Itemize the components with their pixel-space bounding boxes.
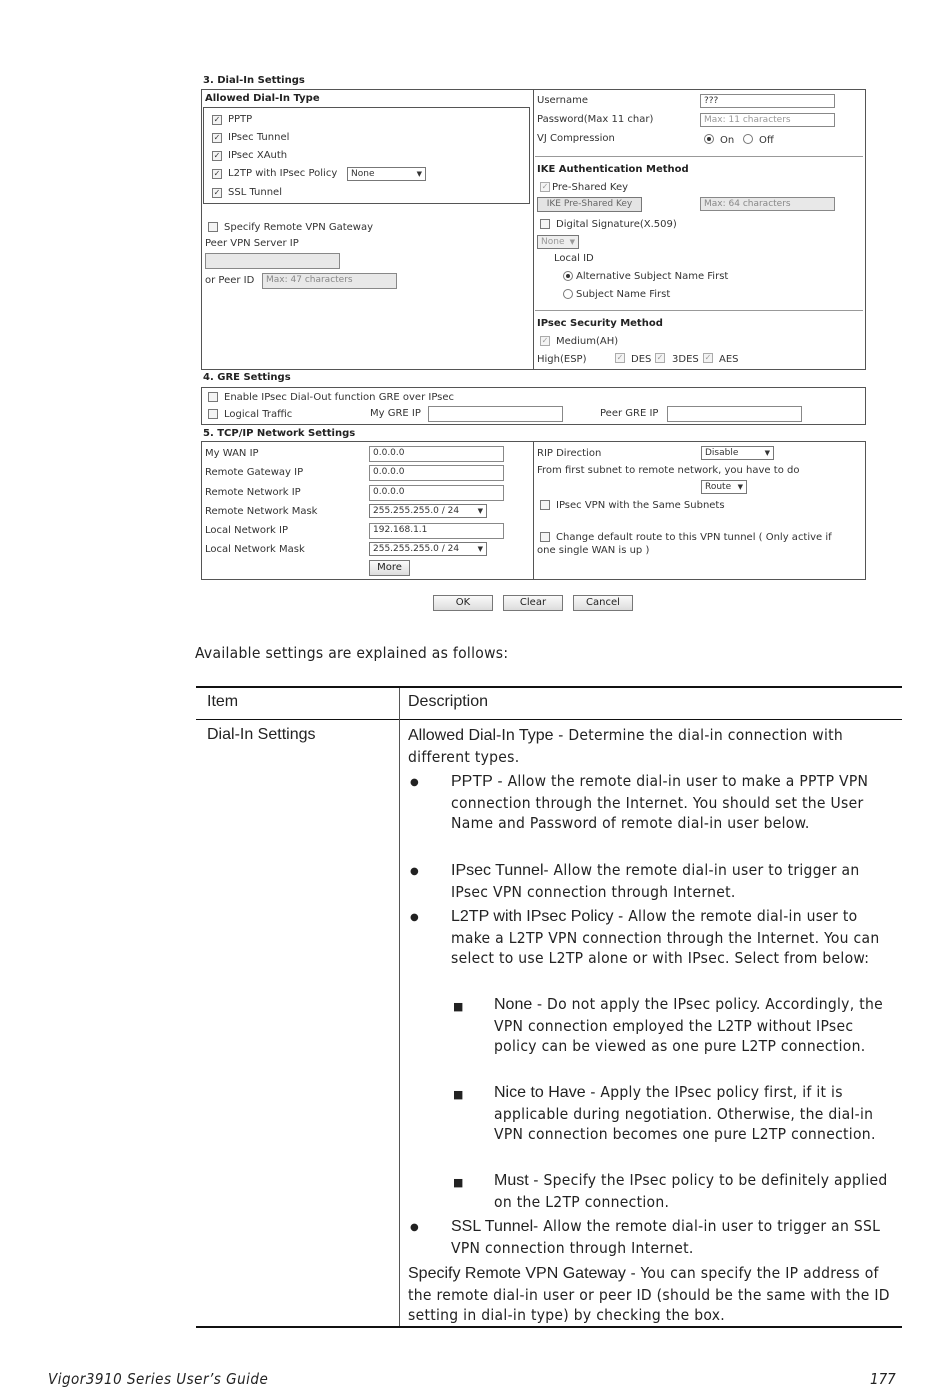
desc-allowed-type-text: - Determine the dial-in connection with different types.	[408, 726, 844, 766]
peer-server-ip-label: Peer VPN Server IP	[205, 238, 299, 249]
desc-specify-gateway-text: - You can specify the IP address of the remote dial-in user or peer ID (should be the same with the ID setting in dial-in type) by checking the box.	[408, 1264, 890, 1324]
3des-checkbox[interactable]: ✓	[656, 353, 664, 362]
medium-ah-checkbox[interactable]: ✓	[541, 336, 549, 345]
remote-mask-value: 255.255.255.0 / 24	[373, 506, 460, 516]
rip-direction-value: Disable	[705, 448, 739, 458]
bullet-icon: ●	[410, 1222, 419, 1233]
subject-first-label: Subject Name First	[576, 289, 671, 300]
desc-pptp	[451, 771, 891, 834]
peer-id-input[interactable]: Max: 47 characters	[262, 273, 397, 289]
signature-select-value: None	[541, 237, 565, 247]
pptp-label: PPTP	[228, 114, 253, 125]
square-bullet-icon: ■	[453, 1176, 464, 1189]
change-route-label-cont: one single WAN is up )	[537, 545, 650, 556]
desc-ssl-tunnel	[451, 1216, 896, 1258]
table-column-divider	[399, 688, 400, 1327]
des-checkbox[interactable]: ✓	[616, 353, 624, 362]
table-head-item: Item	[207, 693, 239, 710]
change-route-label: Change default route to this VPN tunnel ( Only active if	[556, 532, 832, 543]
ipsec-tunnel-label: IPsec Tunnel	[228, 132, 290, 143]
tcpip-section-title: 5. TCP/IP Network Settings	[203, 428, 356, 439]
dial-in-section-title: 3. Dial-In Settings	[203, 75, 305, 86]
remote-network-label: Remote Network IP	[205, 487, 301, 498]
ike-key-input[interactable]: Max: 64 characters	[700, 197, 835, 211]
term-l2tp: L2TP with IPsec Policy	[451, 908, 614, 925]
l2tp-checkbox[interactable]: ✓	[213, 169, 221, 178]
pre-shared-label: Pre-Shared Key	[552, 182, 629, 193]
desc-l2tp-text: - Allow the remote dial-in user to make a L2TP VPN connection through the Internet. You can select to use L2TP alone or with IPsec. Select from below:	[451, 907, 880, 967]
vj-compression-label: VJ Compression	[537, 133, 615, 144]
cancel-button[interactable]: Cancel	[573, 595, 633, 611]
peer-gre-ip-input[interactable]	[667, 406, 802, 422]
ike-key-button[interactable]: IKE Pre-Shared Key	[537, 197, 642, 212]
term-specify-gateway: Specify Remote VPN Gateway	[408, 1265, 626, 1282]
logical-traffic-checkbox[interactable]	[208, 409, 218, 419]
from-subnet-label: From first subnet to remote network, you have to do	[537, 465, 800, 476]
peer-id-label: or Peer ID	[205, 275, 255, 286]
password-label: Password(Max 11 char)	[537, 114, 654, 125]
l2tp-label: L2TP with IPsec Policy	[228, 168, 338, 179]
peer-server-ip-input[interactable]	[205, 253, 340, 269]
local-ip-label: Local Network IP	[205, 525, 289, 536]
gre-enable-label: Enable IPsec Dial-Out function GRE over IPsec	[224, 392, 455, 403]
high-esp-label: High(ESP)	[537, 354, 587, 365]
pre-shared-checkbox[interactable]: ✓	[541, 182, 549, 191]
my-gre-ip-label: My GRE IP	[370, 408, 421, 419]
my-wan-ip-input[interactable]: 0.0.0.0	[369, 446, 504, 462]
ipsec-security-title: IPsec Security Method	[537, 318, 663, 329]
clear-button[interactable]: Clear	[503, 595, 563, 611]
remote-network-input[interactable]: 0.0.0.0	[369, 485, 504, 501]
ipsec-tunnel-checkbox[interactable]: ✓	[213, 133, 221, 142]
alt-subject-label: Alternative Subject Name First	[576, 271, 729, 282]
footer-page-number: 177	[870, 1370, 896, 1388]
allowed-type-title: Allowed Dial-In Type	[205, 93, 320, 104]
ok-button[interactable]: OK	[433, 595, 493, 611]
desc-ipsec-tunnel-text: - Allow the remote dial-in user to trigger an IPsec VPN connection through Internet.	[451, 861, 860, 901]
term-nice-to-have: Nice to Have	[494, 1084, 586, 1101]
chevron-down-icon: ▼	[416, 170, 422, 178]
desc-l2tp	[451, 906, 891, 969]
row-item-dial-in: Dial-In Settings	[207, 726, 316, 743]
local-mask-value: 255.255.255.0 / 24	[373, 544, 460, 554]
desc-nice-to-have	[494, 1082, 896, 1145]
username-label: Username	[537, 95, 588, 106]
chevron-down-icon: ▼	[477, 545, 483, 553]
table-head-description: Description	[408, 693, 489, 710]
desc-ssl-tunnel-text: - Allow the remote dial-in user to trigger an SSL VPN connection through Internet.	[451, 1217, 881, 1257]
table-bottom-rule	[196, 1326, 902, 1328]
route-value: Route	[705, 482, 732, 492]
same-subnets-checkbox[interactable]	[540, 500, 550, 510]
aes-checkbox[interactable]: ✓	[704, 353, 712, 362]
table-header-rule	[196, 719, 902, 720]
same-subnets-label: IPsec VPN with the Same Subnets	[556, 500, 725, 511]
term-none: None	[494, 996, 533, 1013]
aes-label: AES	[719, 354, 739, 365]
specify-gateway-label: Specify Remote VPN Gateway	[224, 222, 374, 233]
gre-section-title: 4. GRE Settings	[203, 372, 291, 383]
route-select[interactable]	[701, 480, 747, 494]
gre-enable-checkbox[interactable]	[208, 392, 218, 402]
des-label: DES	[631, 354, 652, 365]
username-input[interactable]: ???	[700, 94, 835, 108]
footer-guide-title: Vigor3910 Series User’s Guide	[48, 1370, 269, 1388]
pptp-checkbox[interactable]: ✓	[213, 115, 221, 124]
remote-gateway-input[interactable]: 0.0.0.0	[369, 465, 504, 481]
desc-ipsec-tunnel	[451, 860, 891, 902]
more-button[interactable]: More	[369, 560, 410, 576]
digital-signature-checkbox[interactable]	[540, 219, 550, 229]
local-ip-input[interactable]: 192.168.1.1	[369, 523, 504, 539]
square-bullet-icon: ■	[453, 1088, 464, 1101]
desc-allowed-type	[408, 725, 896, 767]
term-must: Must	[494, 1172, 529, 1189]
divider	[535, 156, 863, 157]
local-mask-label: Local Network Mask	[205, 544, 305, 555]
ssl-tunnel-label: SSL Tunnel	[228, 187, 282, 198]
chevron-down-icon: ▼	[764, 449, 770, 457]
chevron-down-icon: ▼	[477, 507, 483, 515]
rip-direction-label: RIP Direction	[537, 448, 602, 459]
vj-off-label: Off	[759, 135, 774, 146]
peer-gre-ip-label: Peer GRE IP	[600, 408, 659, 419]
term-ipsec-tunnel: IPsec Tunnel	[451, 862, 544, 879]
subject-first-radio[interactable]	[563, 289, 573, 299]
3des-label: 3DES	[672, 354, 699, 365]
change-route-checkbox[interactable]	[540, 532, 550, 542]
specify-gateway-checkbox[interactable]	[208, 222, 218, 232]
logical-traffic-label: Logical Traffic	[224, 409, 293, 420]
digital-signature-label: Digital Signature(X.509)	[556, 219, 677, 230]
chevron-down-icon: ▼	[569, 238, 575, 246]
desc-must	[494, 1170, 896, 1212]
bullet-icon: ●	[410, 912, 419, 923]
desc-none	[494, 994, 896, 1057]
l2tp-policy-select[interactable]	[347, 167, 426, 181]
password-input[interactable]: Max: 11 characters	[700, 113, 835, 127]
my-gre-ip-input[interactable]	[428, 406, 563, 422]
desc-none-text: - Do not apply the IPsec policy. Accordingly, the VPN connection employed the L2TP without IPsec policy can be viewed as one pure L2TP connection.	[494, 995, 883, 1055]
vj-on-radio[interactable]	[704, 134, 714, 144]
term-ssl-tunnel: SSL Tunnel	[451, 1218, 534, 1235]
term-allowed-type: Allowed Dial-In Type	[408, 727, 554, 744]
ike-title: IKE Authentication Method	[537, 164, 689, 175]
desc-specify-gateway	[408, 1263, 898, 1326]
square-bullet-icon: ■	[453, 1000, 464, 1013]
intro-text: Available settings are explained as follows:	[195, 644, 509, 662]
desc-pptp-text: - Allow the remote dial-in user to make a PPTP VPN connection through the Internet. You should set the User Name and Password of remote dial-in user below.	[451, 772, 869, 832]
desc-nice-to-have-text: - Apply the IPsec policy first, if it is applicable during negotiation. Otherwise, the dial-in VPN connection becomes one pure L2TP connection.	[494, 1083, 876, 1143]
local-id-label: Local ID	[554, 253, 594, 264]
remote-mask-select[interactable]	[369, 504, 487, 518]
l2tp-policy-value: None	[351, 169, 375, 179]
rip-direction-select[interactable]	[701, 446, 774, 460]
term-pptp: PPTP	[451, 773, 493, 790]
bullet-icon: ●	[410, 777, 419, 788]
ipsec-xauth-label: IPsec XAuth	[228, 150, 288, 161]
ipsec-xauth-checkbox[interactable]: ✓	[213, 151, 221, 160]
bullet-icon: ●	[410, 866, 419, 877]
remote-mask-label: Remote Network Mask	[205, 506, 318, 517]
local-mask-select[interactable]	[369, 542, 487, 556]
vj-off-radio[interactable]	[743, 134, 753, 144]
ssl-tunnel-checkbox[interactable]: ✓	[213, 188, 221, 197]
vj-on-label: On	[720, 135, 735, 146]
alt-subject-radio[interactable]	[563, 271, 573, 281]
medium-ah-label: Medium(AH)	[556, 336, 619, 347]
signature-select[interactable]	[537, 235, 579, 249]
chevron-down-icon: ▼	[737, 483, 743, 491]
my-wan-ip-label: My WAN IP	[205, 448, 259, 459]
divider	[535, 310, 863, 311]
remote-gateway-label: Remote Gateway IP	[205, 467, 304, 478]
table-top-rule	[196, 686, 902, 688]
desc-must-text: - Specify the IPsec policy to be definitely applied on the L2TP connection.	[494, 1171, 888, 1211]
